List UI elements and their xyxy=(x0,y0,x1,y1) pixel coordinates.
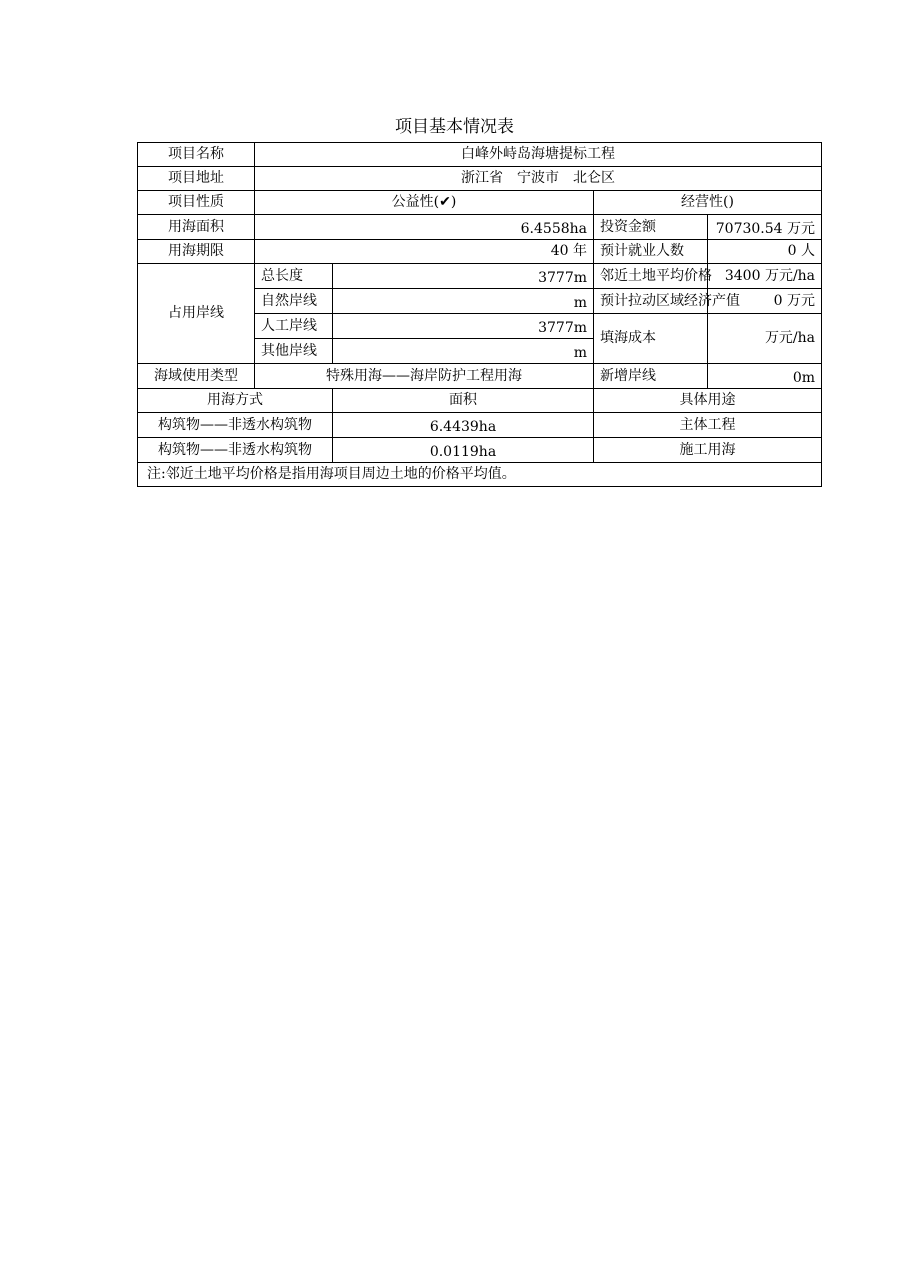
table-row xyxy=(138,438,822,463)
usage-method-header: 用海方式 xyxy=(138,389,333,413)
row-sea-period xyxy=(138,240,822,264)
new-coastline-label: 新增岸线 xyxy=(594,364,708,389)
sea-use-type-label: 海域使用类型 xyxy=(138,364,255,389)
sea-period-label: 用海期限 xyxy=(138,240,255,264)
row-project-address xyxy=(138,167,822,191)
investment-value: 70730.54 万元 xyxy=(708,215,822,240)
row-usage-header xyxy=(138,389,822,413)
other-coastline-label: 其他岸线 xyxy=(255,339,333,364)
project-name-label: 项目名称 xyxy=(138,143,255,167)
usage-method-cell: 构筑物——非透水构筑物 xyxy=(138,413,333,438)
row-total-length xyxy=(138,264,822,289)
project-info-table xyxy=(137,142,822,487)
employment-label: 预计就业人数 xyxy=(594,240,708,264)
row-sea-use-type xyxy=(138,364,822,389)
row-project-nature xyxy=(138,191,822,215)
row-note xyxy=(138,463,822,487)
usage-area-cell: 6.4439ha xyxy=(333,413,594,438)
project-name-value: 白峰外峙岛海塘提标工程 xyxy=(255,143,822,167)
commercial-option: 经营性() xyxy=(594,191,822,215)
usage-purpose-cell: 施工用海 xyxy=(594,438,822,463)
usage-area-header: 面积 xyxy=(333,389,594,413)
usage-method-cell: 构筑物——非透水构筑物 xyxy=(138,438,333,463)
sea-area-value: 6.4558ha xyxy=(255,215,594,240)
usage-area-cell: 0.0119ha xyxy=(333,438,594,463)
total-length-label: 总长度 xyxy=(255,264,333,289)
sea-area-label: 用海面积 xyxy=(138,215,255,240)
adjacent-land-price-label: 邻近土地平均价格 xyxy=(594,264,708,289)
public-welfare-option: 公益性(✔) xyxy=(255,191,594,215)
project-address-value: 浙江省 宁波市 北仑区 xyxy=(255,167,822,191)
new-coastline-value: 0m xyxy=(708,364,822,389)
regional-output-value: 0 万元 xyxy=(708,289,822,314)
employment-value: 0 人 xyxy=(708,240,822,264)
adjacent-land-price-value: 3400 万元/ha xyxy=(708,264,822,289)
page-title: 项目基本情况表 xyxy=(395,117,514,137)
row-sea-area xyxy=(138,215,822,240)
regional-output-label: 预计拉动区域经济产值 xyxy=(594,289,708,314)
investment-label: 投资金额 xyxy=(594,215,708,240)
natural-coastline-label: 自然岸线 xyxy=(255,289,333,314)
project-nature-label: 项目性质 xyxy=(138,191,255,215)
reclamation-cost-label: 填海成本 xyxy=(594,314,708,364)
sea-use-type-value: 特殊用海——海岸防护工程用海 xyxy=(255,364,594,389)
natural-coastline-value: m xyxy=(333,289,594,314)
reclamation-cost-value: 万元/ha xyxy=(708,314,822,364)
usage-purpose-cell: 主体工程 xyxy=(594,413,822,438)
row-project-name xyxy=(138,143,822,167)
coastline-label: 占用岸线 xyxy=(138,264,255,364)
total-length-value: 3777m xyxy=(333,264,594,289)
artificial-coastline-label: 人工岸线 xyxy=(255,314,333,339)
sea-period-value: 40 年 xyxy=(255,240,594,264)
table-note: 注:邻近土地平均价格是指用海项目周边土地的价格平均值。 xyxy=(138,463,822,487)
project-address-label: 项目地址 xyxy=(138,167,255,191)
table-row xyxy=(138,413,822,438)
usage-purpose-header: 具体用途 xyxy=(594,389,822,413)
other-coastline-value: m xyxy=(333,339,594,364)
artificial-coastline-value: 3777m xyxy=(333,314,594,339)
